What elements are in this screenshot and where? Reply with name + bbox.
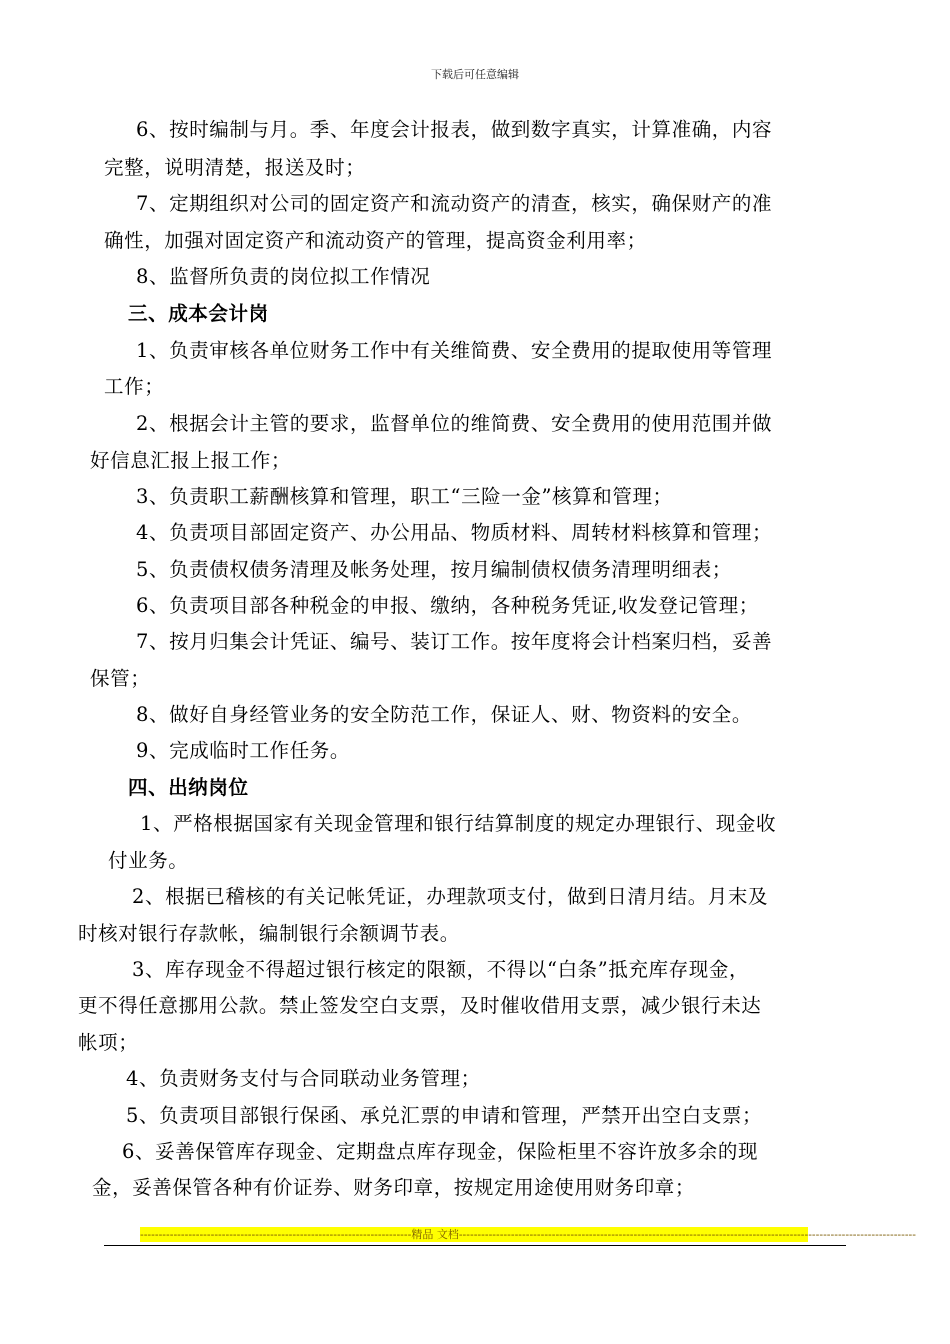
paragraph-line: 金，妥善保管各种有价证券、财务印章，按规定用途使用财务印章；	[92, 1176, 696, 1199]
paragraph-line: 7、定期组织对公司的固定资产和流动资产的清查，核实，确保财产的准	[136, 192, 773, 215]
paragraph-line: 时核对银行存款帐，编制银行余额调节表。	[78, 922, 460, 945]
paragraph-line: 6、妥善保管库存现金、定期盘点库存现金，保险柜里不容许放多余的现	[122, 1140, 759, 1163]
paragraph-line: 付业务。	[108, 849, 189, 872]
paragraph-line: 3、负责职工薪酬核算和管理，职工“三险一金”核算和管理；	[136, 485, 673, 508]
paragraph-line: 帐项；	[78, 1031, 139, 1054]
paragraph-line: 确性，加强对固定资产和流动资产的管理，提高资金利用率；	[104, 229, 647, 252]
paragraph-line: 4、负责财务支付与合同联动业务管理；	[126, 1067, 481, 1090]
paragraph-line: 5、负责债权债务清理及帐务处理，按月编制债权债务清理明细表；	[136, 558, 732, 581]
paragraph-line: 6、按时编制与月。季、年度会计报表，做到数字真实，计算准确，内容	[136, 118, 773, 141]
paragraph-line: 3、库存现金不得超过银行核定的限额，不得以“白条”抵充库存现金，	[132, 958, 750, 981]
section-heading: 三、成本会计岗	[128, 302, 269, 325]
paragraph-line: 更不得任意挪用公款。禁止签发空白支票，及时催收借用支票，减少银行未达	[78, 994, 762, 1017]
paragraph-line: 7、按月归集会计凭证、编号、装订工作。按年度将会计档案归档，妥善	[136, 630, 773, 653]
paragraph-line: 2、根据已稽核的有关记帐凭证，办理款项支付，做到日清月结。月末及	[132, 885, 769, 908]
footer-rule	[104, 1245, 846, 1246]
paragraph-line: 工作；	[104, 375, 165, 398]
paragraph-line: 8、做好自身经管业务的安全防范工作，保证人、财、物资料的安全。	[136, 703, 753, 726]
paragraph-line: 4、负责项目部固定资产、办公用品、物质材料、周转材料核算和管理；	[136, 521, 773, 544]
paragraph-line: 完整，说明清楚，报送及时；	[104, 156, 366, 179]
page-header: 下载后可任意编辑	[431, 68, 519, 81]
paragraph-line: 8、监督所负责的岗位拟工作情况	[136, 265, 431, 288]
paragraph-line: 好信息汇报上报工作；	[90, 449, 292, 472]
footer-dashes-right: ---------------------------------------------------------------------------------------------------------------------------	[458, 1228, 916, 1241]
paragraph-line: 6、负责项目部各种税金的申报、缴纳，各种税务凭证,收发登记管理；	[136, 594, 759, 617]
paragraph-line: 5、负责项目部银行保函、承兑汇票的申请和管理，严禁开出空白支票；	[126, 1104, 763, 1127]
paragraph-line: 9、完成临时工作任务。	[136, 739, 351, 762]
footer-watermark-bar	[140, 1227, 916, 1242]
footer-label: 精品 文档	[411, 1228, 459, 1241]
paragraph-line: 1、负责审核各单位财务工作中有关维简费、安全费用的提取使用等管理	[136, 339, 773, 362]
section-heading: 四、出纳岗位	[128, 776, 249, 799]
paragraph-line: 2、根据会计主管的要求，监督单位的维简费、安全费用的使用范围并做	[136, 412, 773, 435]
footer-dashes-left: -------------------------------------------------------------------------	[140, 1228, 412, 1241]
paragraph-line: 1、严格根据国家有关现金管理和银行结算制度的规定办理银行、现金收	[140, 812, 777, 835]
paragraph-line: 保管；	[90, 667, 151, 690]
